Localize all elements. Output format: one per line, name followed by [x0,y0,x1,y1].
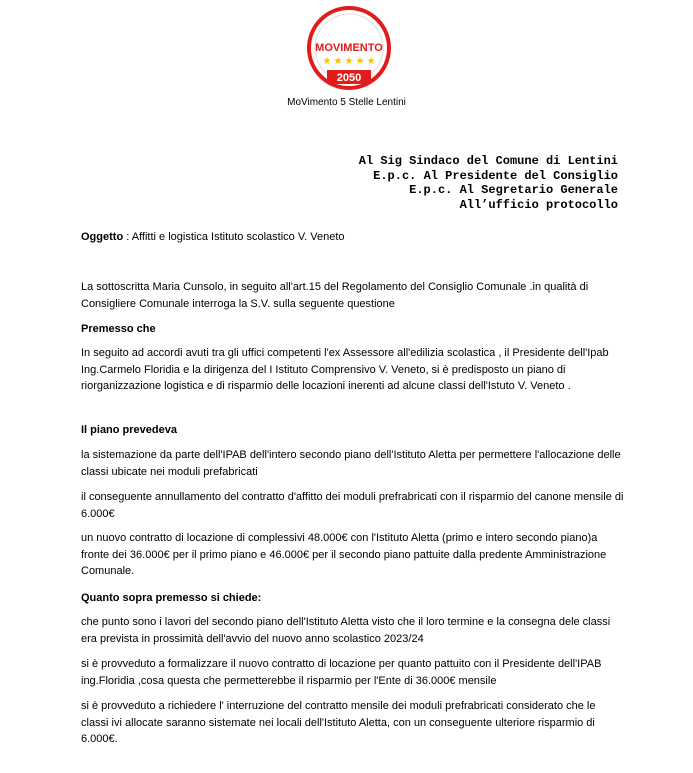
svg-text:★: ★ [322,56,332,67]
svg-text:★: ★ [344,56,354,67]
chiede-heading: Quanto sopra premesso si chiede: [81,592,262,604]
logo-brand-text: MOVIMENTO [315,42,383,54]
svg-text:★: ★ [355,56,365,67]
subject-text: : Affitti e logistica Istituto scolastico V. Veneto [123,231,345,243]
subject-label: Oggetto [81,231,124,243]
addressee-line: E.p.c. Al Segretario Generale [409,183,618,197]
addressee-line: All’ufficio protocollo [459,197,618,212]
chiede-item: si è provveduto a richiedere l' interruzione del contratto mensile dei moduli prefrabricati considerato che le classi ivi allocate saranno sistemate nei locali dell'Istituto Aletta, con un conseguente ulteriore risparmio di 6.000€. [81,700,596,745]
logo-year: 2050 [336,72,362,84]
premesso-paragraph: In seguito ad accordi avuti tra gli uffici competenti l'ex Assessore all'edilizia scolastica , il Presidente dell'Ipab Ing.Carmelo Floridia e la dirigenza del I Istituto Comprensivo V. Veneto, si è predisposto un piano di riorganizzazione logistica e di risparmio delle locazioni inerenti ad alcune classi dell'Istuto V. Veneto . [81,347,609,392]
piano-heading: Il piano prevedeva [81,424,177,436]
chiede-item: si è provveduto a formalizzare il nuovo contratto di locazione per quanto pattuito con il Presidente dell'IPAB ing.Floridia ,cosa questa che permetterebbe il risparmio per l'Ente di 36.000€ mensile [81,658,602,687]
addressee-line: E.p.c. Al Presidente del Consiglio [373,168,618,183]
svg-text:★: ★ [366,56,376,67]
premesso-heading: Premesso che [81,323,156,335]
logo-caption: MoVimento 5 Stelle Lentini [287,97,406,108]
piano-item: il conseguente annullamento del contratto d'affitto dei moduli prefrabricati con il risparmio del canone mensile di 6.000€ [81,491,624,520]
svg-text:★: ★ [333,56,343,67]
addressee-line: Al Sig Sindaco del Comune di Lentini [358,154,618,168]
addressee-block [359,154,618,212]
movimento-logo [307,4,391,96]
piano-item: un nuovo contratto di locazione di complessivi 48.000€ con l'Istituto Aletta (primo e intero secondo piano)a fronte dei 36.000€ per il primo piano e 46.000€ per il secondo piano pattuite dalla predente Amministrazione Comunale. [81,532,607,577]
chiede-item: che punto sono i lavori del secondo piano dell'Istituto Aletta visto che il loro termine e la consegna dele classi era prevista in prossimità dell'avvio del nuovo anno scolastico 2023/24 [81,616,611,645]
piano-item: la sistemazione da parte dell'IPAB dell'intero secondo piano dell'Istituto Aletta per permettere l'allocazione delle classi ubicate nei moduli prefabricati [81,449,621,478]
intro-paragraph: La sottoscritta Maria Cunsolo, in seguito all'art.15 del Regolamento del Consiglio Comunale .in qualità di Consigliere Comunale interroga la S.V. sulla seguente questione [81,281,589,310]
logo-stars [323,56,376,67]
subject-line [81,229,626,246]
